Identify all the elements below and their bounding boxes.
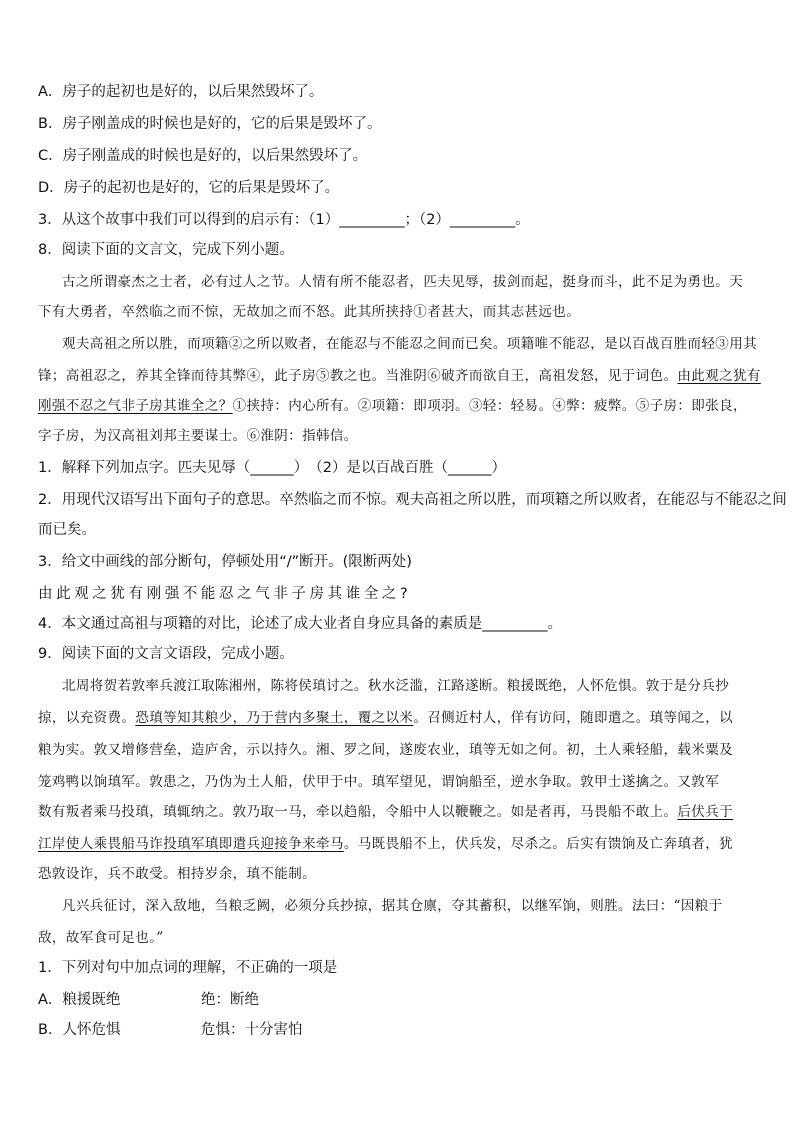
option-a: A．房子的起初也是好的，以后果然毁坏了。: [38, 84, 324, 100]
question-9-1: 1．下列对句中加点词的理解，不正确的一项是: [38, 960, 338, 976]
passage-8-p1-line2: 下有大勇者，卒然临之而不惊，无故加之而不怒。此其所挟持①者甚大，而其志甚远也。: [38, 304, 581, 320]
question-8-2-line2: 而已矣。: [38, 522, 96, 538]
question-8-2-line1: 2．用现代汉语写出下面句子的意思。卒然临之而不惊。观夫高祖之所以胜，而项籍之所以败者，在能忍与不能忍之间: [38, 492, 787, 508]
question-8-3-text: 由此观之犹有刚强不能忍之气非子房其谁全之?: [38, 586, 412, 602]
option-9-a-phrase: A．粮援既绝: [38, 992, 121, 1008]
passage-9-text: 数有叛者乘马投瑱，瑱辄纳之。敦乃取一马，牵以趋船，令船中人以鞭鞭之。如是者再，马畏船不敢上。: [38, 804, 678, 820]
passage-9-text: 。马既畏船不上，伏兵发，尽杀之。后实有馈饷及亡奔瑱者，犹: [343, 836, 734, 852]
option-9-b: [38, 1020, 760, 1040]
option-9-b-phrase: B．人怀危惧: [38, 1022, 121, 1038]
passage-9-line1: 北周将贺若敦率兵渡江取陈湘州，陈将侯瑱讨之。秋水泛滥，江路遂断。粮援既绝，人怀危惧。敦于是分兵抄: [62, 678, 730, 694]
passage-9-text: 掠，以充资费。: [38, 710, 136, 726]
passage-9-line4: 笼鸡鸭以饷瑱军。敦患之，乃伪为土人船，伏甲于中。瑱军望见，谓饷船至，逆水争取。敦甲士遂擒之。又敦军: [38, 774, 720, 790]
passage-9-line7: 恐敦设诈，兵不敢受。相持岁余，瑱不能制。: [38, 866, 316, 882]
option-9-b-gloss: 危惧：十分害怕: [201, 1022, 303, 1038]
passage-8-p2-line1: 观夫高祖之所以胜，而项籍②之所以败者，在能忍与不能忍之间而已矣。项籍唯不能忍，是以百战百胜而轻③用其: [62, 336, 757, 352]
passage-9-line5: [38, 802, 760, 822]
underlined-passage: 刚强不忍之气非子房其谁全之？: [38, 398, 233, 414]
section-8-heading: 8．阅读下面的文言文，完成下列小题。: [38, 242, 294, 258]
passage-9-text: 。召侧近村人，佯有访问，随即遣之。瑱等闻之，以: [413, 710, 734, 726]
passage-9-line2: [38, 708, 760, 728]
question-3-moral: 3．从这个故事中我们可以得到的启示有：（1）_________；（2）_________。: [38, 212, 530, 228]
question-8-4: 4．本文通过高祖与项籍的对比，论述了成大业者自身应具备的素质是_________。: [38, 616, 562, 632]
question-8-1: 1．解释下列加点字。匹夫见辱（______） （2）是以百战百胜（______）: [38, 460, 506, 476]
section-9-heading: 9．阅读下面的文言文语段，完成小题。: [38, 646, 294, 662]
underlined-passage: 恐瑱等知其粮少，乃于营内多聚土，覆之以米: [135, 710, 414, 726]
option-c: C．房子刚盖成的时候也是好的，以后果然毁坏了。: [38, 148, 368, 164]
passage-8-p2-line3: [38, 396, 760, 416]
option-9-a-gloss: 绝：断绝: [201, 992, 259, 1008]
passage-9-line6: [38, 834, 760, 854]
passage-8-p2-line2: [38, 366, 760, 386]
option-b: B．房子刚盖成的时候也是好的，它的后果是毁坏了。: [38, 116, 382, 132]
option-9-a: [38, 990, 760, 1010]
underlined-passage: 由此观之犹有: [677, 368, 761, 384]
underlined-passage: 后伏兵于: [677, 804, 734, 820]
question-8-3: 3．给文中画线的部分断句，停顿处用“/”断开。(限断两处): [38, 554, 412, 570]
option-d: D．房子的起初也是好的，它的后果是毁坏了。: [38, 180, 340, 196]
underlined-passage: 江岸使人乘畏船马诈投瑱军瑱即遣兵迎接争来牵马: [38, 836, 344, 852]
passage-9-line3: 粮为实。敦又增修营垒，造庐舍，示以持久。湘、罗之间，遂废农业，瑱等无如之何。初，土人乘轻船，载米粟及: [38, 742, 733, 758]
annotation-notes: ①挟持：内心所有。②项籍：即项羽。③轻：轻易。④弊：疲弊。⑤子房：即张良，: [232, 398, 747, 414]
passage-8-text: 锋；高祖忍之，养其全锋而待其弊④，此子房⑤教之也。当淮阴⑥破齐而欲自王，高祖发怒，见于词色。: [38, 368, 678, 384]
passage-8-p1-line1: 古之所谓豪杰之士者，必有过人之节。人情有所不能忍者，匹夫见辱，拔剑而起，挺身而斗，此不足为勇也。天: [62, 274, 744, 290]
passage-8-p2-line4: 字子房，为汉高祖刘邦主要谋士。⑥淮阴：指韩信。: [38, 428, 358, 444]
passage-9-p2-line1: 凡兴兵征讨，深入敌地，刍粮乏阙，必须分兵抄掠，据其仓廪，夺其蓄积，以继军饷，则胜。法曰：“因粮于: [62, 898, 723, 914]
passage-9-p2-line2: 敌，故军食可足也。”: [38, 930, 164, 946]
